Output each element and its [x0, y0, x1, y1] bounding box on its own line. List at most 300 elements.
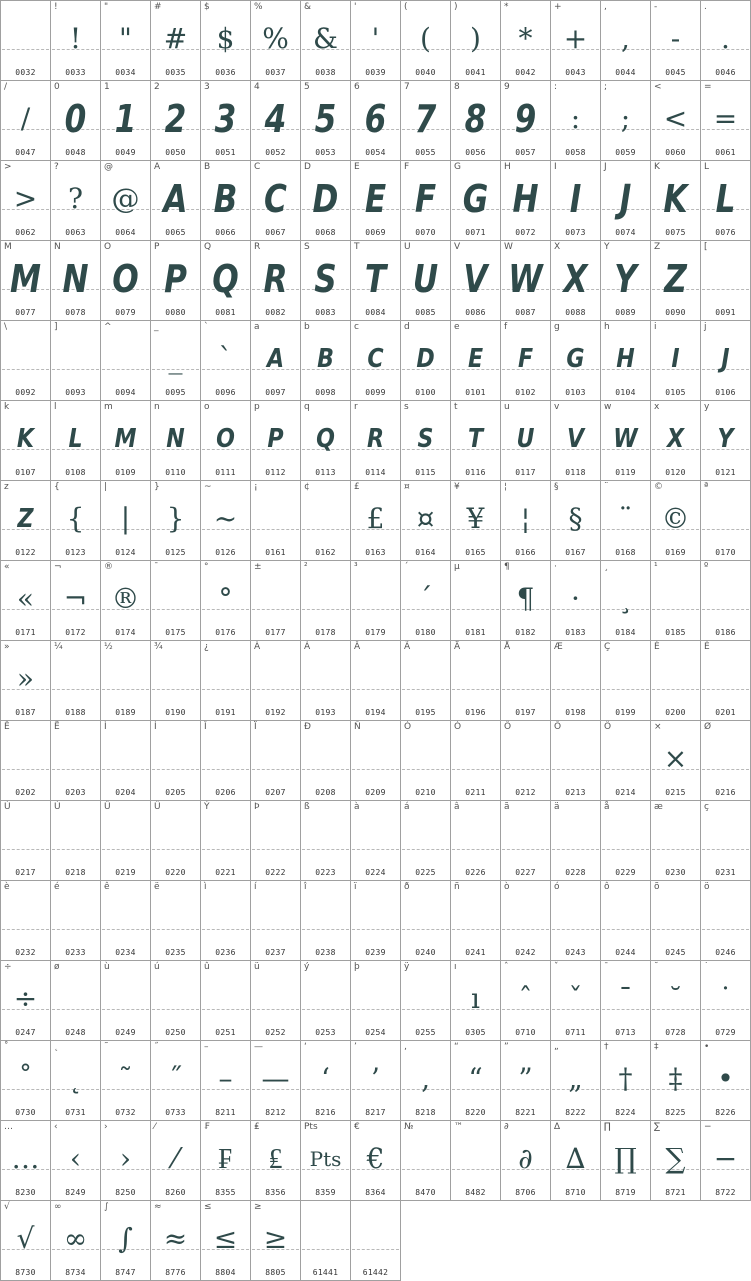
glyph-cell — [301, 561, 351, 641]
character-label: @ — [104, 162, 113, 172]
glyph-cell — [551, 561, 601, 641]
glyph-sample: S — [314, 257, 337, 301]
glyph-sample: @ — [111, 182, 140, 215]
code-point-label: 0038 — [315, 68, 336, 77]
glyph-sample: I — [569, 177, 582, 221]
glyph-sample — [51, 815, 100, 857]
code-point-label: 0167 — [565, 548, 586, 557]
character-label: æ — [654, 802, 663, 812]
glyph-sample: Pts — [309, 1147, 342, 1171]
glyph-cell — [301, 721, 351, 801]
glyph-sample — [401, 735, 450, 777]
glyph-cell — [601, 961, 651, 1041]
code-point-label: 0037 — [265, 68, 286, 77]
code-point-label: 0244 — [615, 948, 636, 957]
character-label: & — [304, 2, 312, 12]
glyph-cell — [351, 161, 401, 241]
character-label: è — [4, 882, 10, 892]
glyph-sample — [301, 1215, 350, 1257]
glyph-cell — [551, 401, 601, 481]
glyph-sample: I — [671, 344, 680, 374]
character-label: e — [454, 322, 460, 332]
glyph-cell — [651, 561, 701, 641]
code-point-label: 0197 — [515, 708, 536, 717]
character-label: Ù — [4, 802, 11, 812]
glyph-sample — [701, 815, 750, 857]
glyph-sample: › — [119, 1142, 132, 1175]
code-point-label: 0730 — [15, 1108, 36, 1117]
character-label: g — [554, 322, 560, 332]
code-point-label: 8721 — [665, 1188, 686, 1197]
character-label: \ — [4, 322, 8, 332]
code-point-label: 0116 — [465, 468, 486, 477]
code-point-label: 61442 — [362, 1268, 389, 1277]
code-point-label: 0208 — [315, 788, 336, 797]
code-point-label: 0082 — [265, 308, 286, 317]
glyph-cell — [601, 1, 651, 81]
code-point-label: 0186 — [715, 628, 736, 637]
character-label: . — [704, 2, 707, 12]
glyph-sample — [51, 655, 100, 697]
glyph-cell — [201, 801, 251, 881]
code-point-label: 0243 — [565, 948, 586, 957]
character-label: ß — [304, 802, 310, 812]
glyph-sample — [551, 655, 600, 697]
character-label: J — [604, 162, 607, 172]
glyph-cell — [551, 321, 601, 401]
glyph-cell — [201, 1, 251, 81]
code-point-label: 0069 — [365, 228, 386, 237]
character-label: § — [554, 482, 559, 492]
glyph-sample — [101, 335, 150, 377]
code-point-label: 0210 — [415, 788, 436, 797]
character-label: º — [704, 562, 709, 572]
glyph-cell — [651, 481, 701, 561]
glyph-cell — [51, 161, 101, 241]
glyph-sample: Z — [664, 257, 687, 301]
character-label: † — [604, 1042, 609, 1052]
glyph-cell — [201, 481, 251, 561]
character-label: > — [4, 162, 12, 172]
glyph-cell — [451, 641, 501, 721]
code-point-label: 0041 — [465, 68, 486, 77]
character-label: « — [4, 562, 10, 572]
glyph-cell — [1, 1121, 51, 1201]
character-label: 0 — [54, 82, 60, 92]
code-point-label: 8211 — [215, 1108, 236, 1117]
glyph-sample: % — [262, 22, 289, 55]
glyph-sample — [601, 895, 650, 937]
glyph-sample: 2 — [164, 97, 187, 141]
character-label: £ — [354, 482, 360, 492]
character-label: c — [354, 322, 359, 332]
character-label: O — [104, 242, 112, 252]
code-point-label: 0042 — [515, 68, 536, 77]
code-point-label: 8250 — [115, 1188, 136, 1197]
glyph-sample: ¤ — [416, 502, 435, 535]
character-label: v — [554, 402, 560, 412]
glyph-cell — [651, 721, 701, 801]
glyph-cell — [251, 1201, 301, 1281]
code-point-label: 0045 — [665, 68, 686, 77]
glyph-cell — [451, 161, 501, 241]
glyph-cell — [451, 481, 501, 561]
glyph-sample — [701, 255, 750, 297]
glyph-sample: | — [120, 502, 131, 535]
character-label: 2 — [154, 82, 160, 92]
glyph-sample: ¦ — [520, 502, 531, 535]
character-label: ô — [604, 882, 610, 892]
character-label: ã — [504, 802, 510, 812]
glyph-cell — [51, 641, 101, 721]
character-label: ∆ — [554, 1122, 561, 1132]
glyph-sample — [301, 735, 350, 777]
code-point-label: 0217 — [15, 868, 36, 877]
glyph-cell — [651, 801, 701, 881]
character-label: É — [704, 642, 710, 652]
code-point-label: 0035 — [165, 68, 186, 77]
code-point-label: 0180 — [415, 628, 436, 637]
code-point-label: 0218 — [65, 868, 86, 877]
code-point-label: 0245 — [665, 948, 686, 957]
glyph-sample: ‡ — [668, 1062, 683, 1095]
glyph-sample: * — [518, 22, 533, 55]
glyph-cell — [201, 1121, 251, 1201]
character-label: å — [604, 802, 610, 812]
glyph-cell — [401, 1041, 451, 1121]
glyph-cell — [101, 241, 151, 321]
glyph-sample — [201, 895, 250, 937]
character-label: p — [254, 402, 260, 412]
glyph-cell — [251, 81, 301, 161]
glyph-cell — [501, 961, 551, 1041]
code-point-label: 8217 — [365, 1108, 386, 1117]
character-label: Í — [154, 722, 157, 732]
character-label: 9 — [504, 82, 510, 92]
code-point-label: 0176 — [215, 628, 236, 637]
character-label: ö — [704, 882, 710, 892]
code-point-label: 0048 — [65, 148, 86, 157]
glyph-cell — [201, 881, 251, 961]
character-label: E — [354, 162, 360, 172]
glyph-sample — [151, 655, 200, 697]
code-point-label: 0047 — [15, 148, 36, 157]
glyph-sample: © — [661, 502, 690, 535]
code-point-label: 0172 — [65, 628, 86, 637]
glyph-sample — [601, 735, 650, 777]
glyph-cell — [251, 161, 301, 241]
glyph-cell — [151, 881, 201, 961]
character-label: Ü — [154, 802, 161, 812]
glyph-sample: ° — [218, 582, 233, 615]
character-label: ∂ — [504, 1122, 509, 1132]
code-point-label: 8722 — [715, 1188, 736, 1197]
glyph-cell — [151, 1041, 201, 1121]
glyph-sample — [101, 975, 150, 1017]
code-point-label: 0050 — [165, 148, 186, 157]
code-point-label: 0221 — [215, 868, 236, 877]
code-point-label: 0088 — [565, 308, 586, 317]
glyph-sample — [101, 895, 150, 937]
glyph-cell — [101, 1, 151, 81]
code-point-label: 0234 — [115, 948, 136, 957]
code-point-label: 8734 — [65, 1268, 86, 1277]
glyph-sample — [101, 815, 150, 857]
glyph-cell — [251, 721, 301, 801]
glyph-cell — [151, 721, 201, 801]
glyph-sample — [351, 735, 400, 777]
glyph-sample — [1, 895, 50, 937]
glyph-sample — [301, 575, 350, 617]
code-point-label: 0170 — [715, 548, 736, 557]
glyph-cell — [501, 161, 551, 241]
character-label: ¥ — [454, 482, 460, 492]
code-point-label: 0238 — [315, 948, 336, 957]
glyph-cell — [1, 801, 51, 881]
character-label: Ò — [404, 722, 412, 732]
glyph-cell — [501, 241, 551, 321]
glyph-cell — [51, 801, 101, 881]
glyph-cell — [201, 241, 251, 321]
character-label: w — [604, 402, 612, 412]
glyph-sample — [251, 975, 300, 1017]
character-label: õ — [654, 882, 660, 892]
code-point-label: 0119 — [615, 468, 636, 477]
code-point-label: 0034 — [115, 68, 136, 77]
glyph-sample: ₣ — [218, 1142, 233, 1175]
glyph-sample: , — [621, 22, 630, 55]
character-label: Ø — [704, 722, 712, 732]
glyph-sample: V — [463, 257, 488, 301]
glyph-sample: G — [462, 177, 489, 221]
glyph-cell — [601, 481, 651, 561]
code-point-label: 0097 — [265, 388, 286, 397]
glyph-cell — [301, 801, 351, 881]
glyph-sample: × — [663, 742, 688, 775]
glyph-cell — [701, 81, 751, 161]
glyph-sample — [251, 495, 300, 537]
character-label: ‡ — [654, 1042, 659, 1052]
character-label: ? — [54, 162, 59, 172]
glyph-sample: ¸ — [618, 582, 633, 615]
character-label: i — [654, 322, 657, 332]
code-point-label: 8805 — [265, 1268, 286, 1277]
glyph-cell — [401, 961, 451, 1041]
glyph-sample — [1, 735, 50, 777]
glyph-cell — [401, 721, 451, 801]
glyph-cell — [251, 401, 301, 481]
character-label: b — [304, 322, 310, 332]
glyph-sample: √ — [16, 1222, 35, 1255]
glyph-cell — [701, 1121, 751, 1201]
glyph-cell — [451, 321, 501, 401]
code-point-label: 0102 — [515, 388, 536, 397]
character-label: ı — [454, 962, 457, 972]
glyph-sample: > — [13, 182, 38, 215]
character-label: – — [204, 1042, 209, 1052]
glyph-cell — [201, 1041, 251, 1121]
glyph-cell — [201, 641, 251, 721]
character-label: ¡ — [254, 482, 258, 492]
glyph-sample — [251, 575, 300, 617]
glyph-cell — [301, 1121, 351, 1201]
code-point-label: 0070 — [415, 228, 436, 237]
glyph-cell — [401, 401, 451, 481]
code-point-label: 0121 — [715, 468, 736, 477]
code-point-label: 0085 — [415, 308, 436, 317]
character-label: F — [404, 162, 410, 172]
character-label: 3 — [204, 82, 210, 92]
character-label: • — [704, 1042, 710, 1052]
glyph-cell — [501, 881, 551, 961]
code-point-label: 0161 — [265, 548, 286, 557]
glyph-cell — [101, 961, 151, 1041]
code-point-label: 0182 — [515, 628, 536, 637]
code-point-label: 0032 — [15, 68, 36, 77]
character-label: ˘ — [654, 962, 659, 972]
glyph-cell — [401, 321, 451, 401]
code-point-label: 0211 — [465, 788, 486, 797]
character-label: ` — [204, 322, 209, 332]
code-point-label: 0241 — [465, 948, 486, 957]
glyph-sample: M — [114, 424, 137, 454]
character-label: N — [54, 242, 61, 252]
character-label: A — [154, 162, 161, 172]
glyph-sample: ~ — [213, 502, 238, 535]
glyph-cell — [301, 1, 351, 81]
character-label: j — [704, 322, 707, 332]
character-label: 6 — [354, 82, 360, 92]
glyph-sample: ≈ — [163, 1222, 188, 1255]
glyph-sample: ∫ — [118, 1222, 133, 1255]
glyph-cell — [101, 401, 151, 481]
glyph-cell — [351, 721, 401, 801]
character-label: … — [4, 1122, 13, 1132]
code-point-label: 0098 — [315, 388, 336, 397]
glyph-cell — [451, 81, 501, 161]
glyph-cell — [151, 561, 201, 641]
glyph-sample: ₤ — [268, 1142, 283, 1175]
glyph-cell — [301, 881, 351, 961]
glyph-cell — [501, 321, 551, 401]
code-point-label: 0230 — [665, 868, 686, 877]
character-label: Ì — [104, 722, 107, 732]
character-label: ë — [154, 882, 160, 892]
code-point-label: 0191 — [215, 708, 236, 717]
character-label: Z — [654, 242, 661, 252]
glyph-cell — [251, 1121, 301, 1201]
glyph-sample — [701, 735, 750, 777]
glyph-sample: / — [20, 102, 31, 135]
glyph-sample: A — [163, 177, 188, 221]
code-point-label: 0246 — [715, 948, 736, 957]
glyph-sample: − — [713, 1142, 738, 1175]
glyph-cell — [601, 1041, 651, 1121]
glyph-sample — [451, 815, 500, 857]
glyph-cell — [151, 81, 201, 161]
character-label: K — [654, 162, 660, 172]
glyph-cell — [151, 1, 201, 81]
code-point-label: 0089 — [615, 308, 636, 317]
code-point-label: 8356 — [265, 1188, 286, 1197]
glyph-sample: — — [261, 1062, 290, 1095]
glyph-sample: O — [216, 424, 235, 454]
character-label: Ç — [604, 642, 611, 652]
glyph-cell — [151, 1121, 201, 1201]
character-label: " — [104, 2, 109, 12]
character-label: ₣ — [204, 1122, 210, 1132]
character-label: Þ — [254, 802, 260, 812]
code-point-label: 0729 — [715, 1028, 736, 1037]
code-point-label: 0105 — [665, 388, 686, 397]
glyph-sample: ∞ — [63, 1222, 88, 1255]
glyph-cell — [601, 161, 651, 241]
glyph-sample — [301, 655, 350, 697]
code-point-label: 8230 — [15, 1188, 36, 1197]
character-label: ü — [254, 962, 260, 972]
glyph-sample: ∂ — [518, 1142, 533, 1175]
character-label: ¼ — [54, 642, 63, 652]
glyph-sample: • — [717, 1062, 734, 1095]
glyph-sample: 7 — [414, 97, 437, 141]
code-point-label: 0117 — [515, 468, 536, 477]
code-point-label: 0175 — [165, 628, 186, 637]
glyph-sample — [251, 815, 300, 857]
glyph-sample: V — [566, 424, 585, 454]
code-point-label: 0222 — [265, 868, 286, 877]
glyph-sample: S — [417, 424, 434, 454]
glyph-cell — [551, 481, 601, 561]
code-point-label: 0059 — [615, 148, 636, 157]
character-label: T — [354, 242, 360, 252]
code-point-label: 0061 — [715, 148, 736, 157]
code-point-label: 0248 — [65, 1028, 86, 1037]
glyph-cell — [151, 401, 201, 481]
code-point-label: 0096 — [215, 388, 236, 397]
glyph-sample: ˝ — [168, 1062, 183, 1095]
character-label: — — [254, 1042, 263, 1052]
character-label: Q — [204, 242, 212, 252]
glyph-sample: § — [568, 502, 583, 535]
code-point-label: 0178 — [315, 628, 336, 637]
character-label: “ — [454, 1042, 459, 1052]
character-label: ó — [554, 882, 560, 892]
character-label: Ô — [504, 722, 512, 732]
code-point-label: 8224 — [615, 1108, 636, 1117]
glyph-sample — [451, 895, 500, 937]
character-label: C — [254, 162, 261, 172]
glyph-cell — [651, 161, 701, 241]
glyph-sample — [401, 1135, 450, 1177]
code-point-label: 0065 — [165, 228, 186, 237]
character-label: ñ — [454, 882, 460, 892]
character-label: | — [104, 482, 108, 492]
code-point-label: 0215 — [665, 788, 686, 797]
glyph-cell — [251, 321, 301, 401]
glyph-cell — [101, 721, 151, 801]
glyph-cell — [1, 481, 51, 561]
glyph-sample: ˉ — [618, 982, 633, 1015]
code-point-label: 0086 — [465, 308, 486, 317]
glyph-cell — [301, 961, 351, 1041]
code-point-label: 0237 — [265, 948, 286, 957]
glyph-cell — [51, 401, 101, 481]
glyph-sample: U — [516, 424, 535, 454]
character-label: â — [454, 802, 460, 812]
glyph-cell — [101, 561, 151, 641]
glyph-cell — [351, 241, 401, 321]
glyph-cell — [701, 721, 751, 801]
